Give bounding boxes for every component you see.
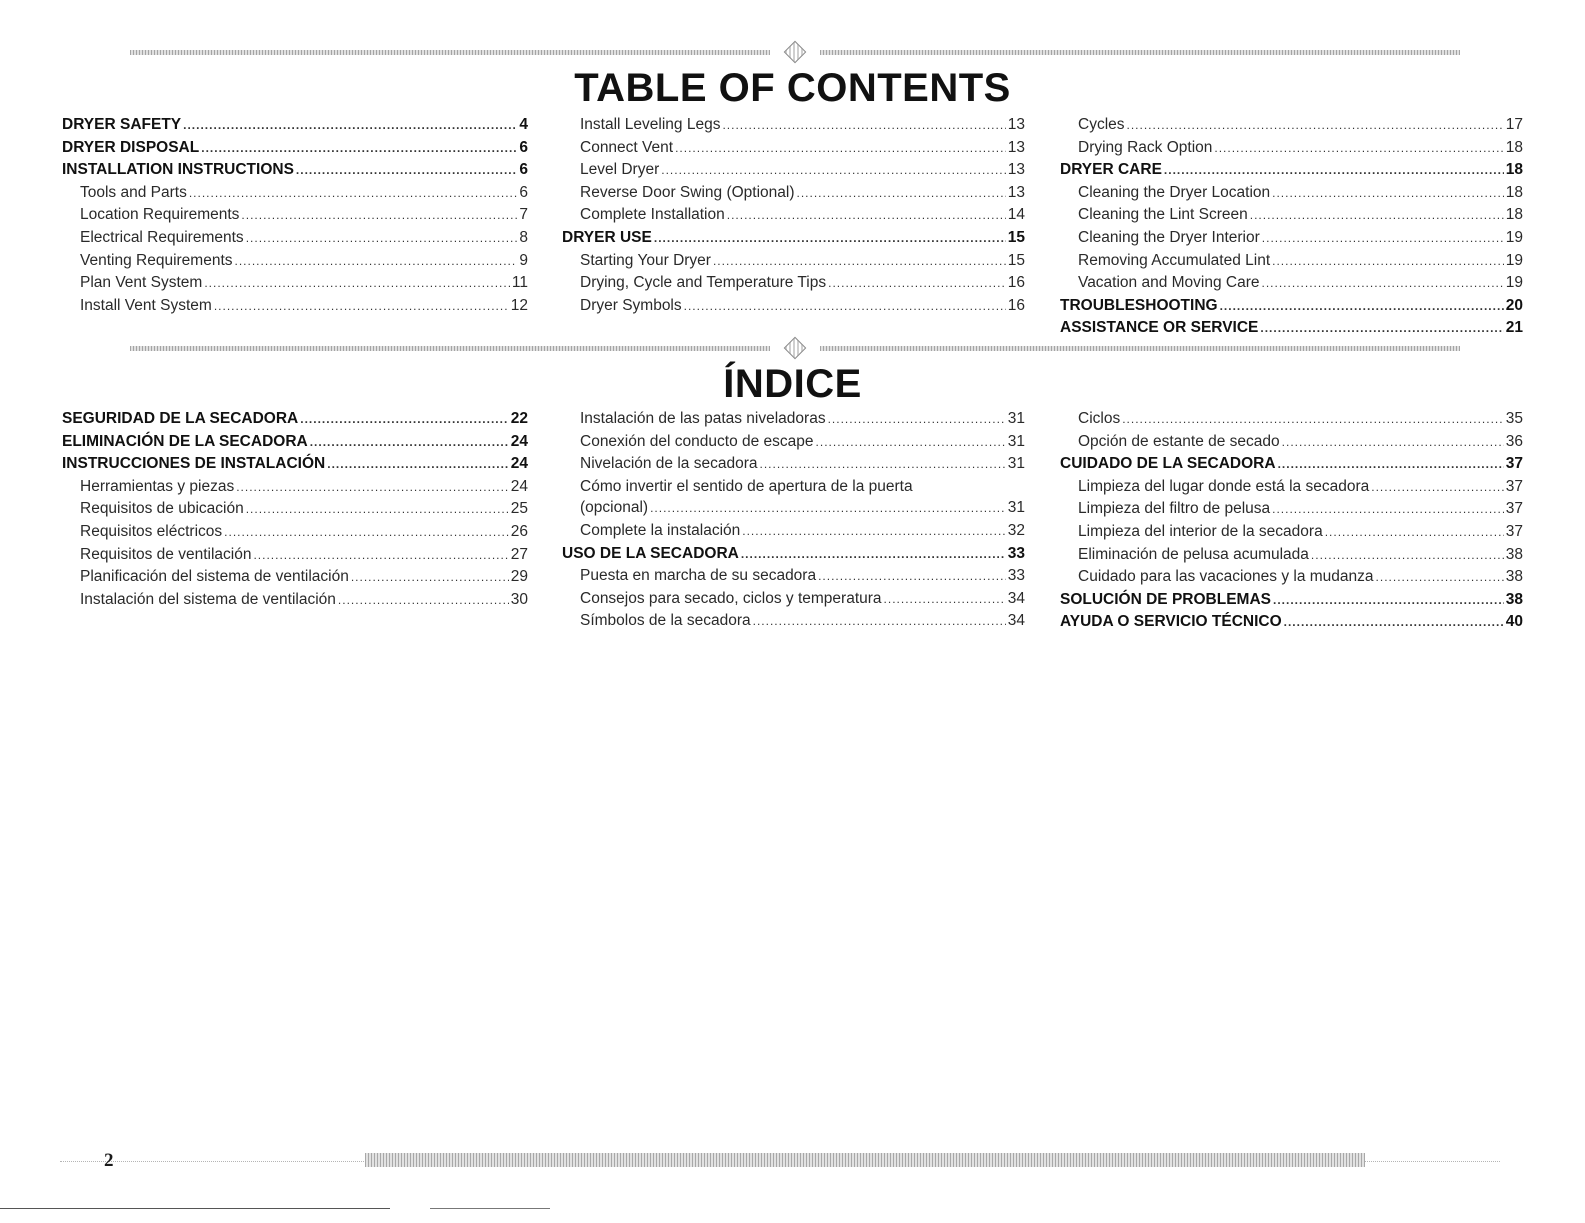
toc-entry[interactable] bbox=[562, 250, 1025, 273]
dot-leader bbox=[654, 228, 1006, 250]
dot-leader bbox=[183, 115, 517, 137]
toc-entry-label: Cleaning the Lint Screen bbox=[1078, 206, 1248, 224]
toc-section-heading[interactable] bbox=[62, 114, 528, 137]
toc-entry-label: Herramientas y piezas bbox=[80, 477, 235, 495]
toc-entry-page: 36 bbox=[1505, 432, 1523, 450]
toc-entry-page: 15 bbox=[1007, 228, 1025, 246]
toc-entry[interactable] bbox=[62, 521, 528, 544]
toc-entry-page: 24 bbox=[510, 432, 528, 450]
toc-entry-label: Instalación del sistema de ventilación bbox=[80, 590, 336, 608]
dot-leader bbox=[1273, 590, 1504, 612]
dot-leader bbox=[224, 522, 509, 544]
toc-entry-label: Level Dryer bbox=[580, 161, 660, 179]
dot-leader bbox=[816, 432, 1006, 454]
dot-leader bbox=[1371, 477, 1504, 499]
toc-entry-page: 16 bbox=[1007, 274, 1025, 292]
toc-entry[interactable] bbox=[562, 431, 1025, 454]
toc-entry[interactable] bbox=[1060, 250, 1523, 273]
dot-leader bbox=[1260, 318, 1503, 340]
diamond-ornament-icon bbox=[784, 337, 807, 360]
dot-leader bbox=[1164, 160, 1504, 182]
toc-section-heading[interactable] bbox=[62, 431, 528, 454]
toc-entry[interactable] bbox=[562, 408, 1025, 431]
dot-leader bbox=[327, 454, 509, 476]
toc-entry-page: 21 bbox=[1505, 319, 1523, 337]
toc-entry-page: 25 bbox=[510, 500, 528, 518]
toc-entry[interactable] bbox=[562, 114, 1025, 137]
toc-entry-label: INSTALLATION INSTRUCTIONS bbox=[62, 161, 294, 179]
toc-entry-label: Location Requirements bbox=[80, 206, 240, 224]
toc-entry[interactable] bbox=[62, 498, 528, 521]
toc-entry[interactable] bbox=[62, 566, 528, 589]
dot-leader bbox=[741, 544, 1006, 566]
toc-entry-label: Requisitos de ventilación bbox=[80, 545, 252, 563]
dot-leader bbox=[246, 499, 509, 521]
toc-entry[interactable] bbox=[562, 520, 1025, 543]
dot-leader bbox=[661, 160, 1006, 182]
bottom-rule-short bbox=[430, 1208, 550, 1209]
toc-entry[interactable] bbox=[562, 182, 1025, 205]
dot-leader bbox=[1282, 432, 1504, 454]
toc-entry-label: Cuidado para las vacaciones y la mudanza bbox=[1078, 568, 1374, 586]
toc-entry-page: 8 bbox=[519, 228, 528, 246]
toc-section-heading[interactable] bbox=[62, 453, 528, 476]
toc-entry-page: 18 bbox=[1505, 138, 1523, 156]
toc-entry-page: 14 bbox=[1007, 206, 1025, 224]
toc-entry-page: 24 bbox=[510, 455, 528, 473]
toc-entry[interactable] bbox=[1060, 182, 1523, 205]
dot-leader bbox=[253, 545, 508, 567]
toc-entry-label: Vacation and Moving Care bbox=[1078, 274, 1260, 292]
toc-entry[interactable] bbox=[562, 610, 1025, 633]
toc-entry[interactable] bbox=[1060, 272, 1523, 295]
toc-entry-page: 40 bbox=[1505, 613, 1523, 631]
toc-entry-label: Reverse Door Swing (Optional) bbox=[580, 183, 795, 201]
toc-entry-label-continuation: (opcional) bbox=[580, 499, 649, 517]
toc-entry-label: Tools and Parts bbox=[80, 183, 187, 201]
indice-column-1 bbox=[62, 408, 528, 611]
toc-entry[interactable] bbox=[562, 204, 1025, 227]
dot-leader bbox=[310, 432, 509, 454]
dot-leader bbox=[797, 183, 1006, 205]
footer-ornament-bar bbox=[365, 1153, 1365, 1167]
toc-entry-continuation[interactable] bbox=[562, 497, 1025, 520]
toc-entry-label: Plan Vent System bbox=[80, 274, 203, 292]
dot-leader bbox=[675, 138, 1006, 160]
dot-leader bbox=[338, 590, 509, 612]
toc-entry-label: Planificación del sistema de ventilación bbox=[80, 568, 349, 586]
dot-leader bbox=[1272, 183, 1504, 205]
dot-leader bbox=[828, 409, 1006, 431]
toc-entry-page: 31 bbox=[1007, 499, 1025, 517]
toc-entry-label: Eliminación de pelusa acumulada bbox=[1078, 545, 1309, 563]
bottom-rule bbox=[0, 1208, 390, 1209]
toc-entry-page: 27 bbox=[510, 545, 528, 563]
toc-entry-label: Complete la instalación bbox=[580, 521, 741, 539]
toc-entry-label: Ciclos bbox=[1078, 410, 1121, 427]
toc-entry-label: Cleaning the Dryer Location bbox=[1078, 183, 1271, 201]
dot-leader bbox=[241, 205, 517, 227]
toc-entry-page: 6 bbox=[519, 161, 528, 179]
toc-entry-label: Cycles bbox=[1078, 116, 1125, 133]
toc-entry-page: 30 bbox=[510, 590, 528, 608]
toc-entry-page: 13 bbox=[1007, 138, 1025, 156]
toc-entry-page: 6 bbox=[519, 138, 528, 156]
toc-entry-page: 15 bbox=[1007, 251, 1025, 269]
dot-leader bbox=[713, 251, 1006, 273]
toc-section-heading[interactable] bbox=[62, 159, 528, 182]
dot-leader bbox=[204, 273, 510, 295]
dot-leader bbox=[684, 296, 1006, 318]
toc-entry-label: Conexión del conducto de escape bbox=[580, 432, 814, 450]
toc-column-1 bbox=[62, 114, 528, 317]
toc-section-heading[interactable] bbox=[62, 408, 528, 431]
dot-leader bbox=[1272, 499, 1504, 521]
indice-column-2 bbox=[562, 408, 1025, 633]
toc-entry-label: Símbolos de la secadora bbox=[580, 612, 751, 630]
toc-entry-page: 37 bbox=[1505, 522, 1523, 540]
toc-entry[interactable] bbox=[562, 159, 1025, 182]
dot-leader bbox=[300, 409, 509, 431]
toc-entry-label: CUIDADO DE LA SECADORA bbox=[1060, 455, 1276, 473]
toc-entry[interactable] bbox=[62, 272, 528, 295]
toc-entry-label: DRYER SAFETY bbox=[62, 116, 182, 133]
toc-entry-page: 34 bbox=[1007, 589, 1025, 607]
dot-leader bbox=[753, 611, 1006, 633]
toc-entry-label: Venting Requirements bbox=[80, 251, 233, 269]
toc-entry-page: 6 bbox=[519, 183, 528, 201]
toc-entry-label: Cleaning the Dryer Interior bbox=[1078, 228, 1260, 246]
toc-section-heading[interactable] bbox=[1060, 453, 1523, 476]
toc-entry[interactable] bbox=[62, 544, 528, 567]
toc-entry-page: 37 bbox=[1505, 455, 1523, 473]
toc-entry-label: USO DE LA SECADORA bbox=[562, 544, 739, 562]
toc-entry-label: Removing Accumulated Lint bbox=[1078, 251, 1271, 269]
toc-entry-label: INSTRUCCIONES DE INSTALACIÓN bbox=[62, 455, 326, 473]
toc-entry-page: 18 bbox=[1505, 206, 1523, 224]
toc-entry-page: 33 bbox=[1007, 544, 1025, 562]
toc-entry[interactable] bbox=[1060, 114, 1523, 137]
toc-entry-page: 31 bbox=[1007, 455, 1025, 473]
toc-entry[interactable] bbox=[562, 295, 1025, 318]
toc-entry-page: 38 bbox=[1505, 545, 1523, 563]
middle-ornament-band bbox=[130, 342, 1460, 354]
indice-column-3 bbox=[1060, 408, 1523, 634]
toc-section-heading[interactable] bbox=[562, 543, 1025, 566]
toc-entry-page: 31 bbox=[1007, 432, 1025, 450]
toc-entry-page: 38 bbox=[1505, 590, 1523, 608]
toc-entry[interactable] bbox=[1060, 521, 1523, 544]
toc-entry[interactable] bbox=[1060, 498, 1523, 521]
toc-entry-label: DRYER CARE bbox=[1060, 161, 1162, 179]
toc-entry-label: Requisitos eléctricos bbox=[80, 522, 223, 540]
toc-entry-page: 22 bbox=[510, 410, 528, 427]
toc-entry[interactable] bbox=[1060, 227, 1523, 250]
dot-leader bbox=[1325, 522, 1504, 544]
toc-section-heading[interactable] bbox=[1060, 317, 1523, 340]
toc-entry-page: 35 bbox=[1505, 410, 1523, 427]
toc-entry[interactable] bbox=[62, 250, 528, 273]
toc-entry[interactable] bbox=[562, 565, 1025, 588]
toc-column-3 bbox=[1060, 114, 1523, 340]
dot-leader bbox=[296, 160, 517, 182]
toc-entry-label: Drying Rack Option bbox=[1078, 138, 1213, 156]
toc-entry-label: DRYER USE bbox=[562, 228, 652, 246]
toc-entry-page: 19 bbox=[1505, 251, 1523, 269]
toc-entry-page: 13 bbox=[1007, 161, 1025, 179]
toc-entry-page: 37 bbox=[1505, 477, 1523, 495]
toc-entry-page: 37 bbox=[1505, 500, 1523, 518]
toc-entry[interactable] bbox=[1060, 204, 1523, 227]
dot-leader bbox=[1284, 612, 1504, 634]
dot-leader bbox=[884, 589, 1006, 611]
toc-column-2 bbox=[562, 114, 1025, 317]
toc-entry-label: Connect Vent bbox=[580, 138, 674, 156]
toc-entry[interactable] bbox=[1060, 431, 1523, 454]
toc-entry[interactable] bbox=[62, 182, 528, 205]
toc-entry-page: 24 bbox=[510, 477, 528, 495]
toc-entry-page: 19 bbox=[1505, 228, 1523, 246]
dot-leader bbox=[1220, 296, 1504, 318]
toc-entry-label: TROUBLESHOOTING bbox=[1060, 296, 1218, 314]
dot-leader bbox=[1311, 545, 1504, 567]
toc-section-heading[interactable] bbox=[1060, 295, 1523, 318]
toc-entry-page: 31 bbox=[1007, 410, 1025, 427]
toc-entry-label: Consejos para secado, ciclos y temperatura bbox=[580, 589, 882, 607]
dot-leader bbox=[235, 251, 518, 273]
dot-leader bbox=[351, 567, 509, 589]
dot-leader bbox=[189, 183, 518, 205]
toc-entry[interactable] bbox=[562, 453, 1025, 476]
toc-entry-label: DRYER DISPOSAL bbox=[62, 138, 200, 156]
dot-leader bbox=[727, 205, 1006, 227]
indice-title: ÍNDICE bbox=[723, 362, 862, 406]
toc-entry-page: 13 bbox=[1007, 116, 1025, 133]
toc-entry-page: 19 bbox=[1505, 274, 1523, 292]
toc-entry[interactable] bbox=[1060, 544, 1523, 567]
toc-entry[interactable] bbox=[62, 476, 528, 499]
toc-entry[interactable] bbox=[1060, 566, 1523, 589]
toc-entry-label: ASSISTANCE OR SERVICE bbox=[1060, 319, 1259, 337]
toc-entry[interactable] bbox=[62, 589, 528, 612]
top-ornament-band bbox=[130, 46, 1460, 58]
toc-entry-page: 17 bbox=[1505, 116, 1523, 133]
toc-entry[interactable] bbox=[62, 295, 528, 318]
toc-entry-label: Nivelación de la secadora bbox=[580, 455, 758, 473]
toc-entry-page: 34 bbox=[1007, 612, 1025, 630]
dot-leader bbox=[1127, 115, 1504, 137]
toc-entry-page: 33 bbox=[1007, 567, 1025, 585]
dot-leader bbox=[201, 138, 517, 160]
toc-section-heading[interactable] bbox=[562, 227, 1025, 250]
dot-leader bbox=[742, 521, 1005, 543]
dot-leader bbox=[1250, 205, 1504, 227]
toc-entry-page: 18 bbox=[1505, 161, 1523, 179]
toc-entry-label: Electrical Requirements bbox=[80, 228, 244, 246]
toc-entry-label: Install Leveling Legs bbox=[580, 116, 721, 133]
dot-leader bbox=[722, 115, 1005, 137]
dot-leader bbox=[1262, 228, 1504, 250]
dot-leader bbox=[650, 498, 1006, 520]
toc-entry-label: Limpieza del filtro de pelusa bbox=[1078, 500, 1271, 518]
toc-entry-page: 29 bbox=[510, 568, 528, 586]
dot-leader bbox=[236, 477, 509, 499]
dot-leader bbox=[818, 566, 1006, 588]
toc-entry-page: 12 bbox=[510, 296, 528, 314]
toc-entry[interactable] bbox=[1060, 408, 1523, 431]
toc-entry-label: SEGURIDAD DE LA SECADORA bbox=[62, 410, 299, 427]
toc-entry-page: 38 bbox=[1505, 568, 1523, 586]
dot-leader bbox=[1278, 454, 1504, 476]
toc-section-heading[interactable] bbox=[1060, 589, 1523, 612]
toc-section-heading[interactable] bbox=[1060, 611, 1523, 634]
dot-leader bbox=[246, 228, 518, 250]
toc-entry-page: 11 bbox=[511, 274, 528, 292]
toc-entry-label: Starting Your Dryer bbox=[580, 251, 711, 269]
toc-section-heading[interactable] bbox=[1060, 159, 1523, 182]
dot-leader bbox=[1214, 138, 1503, 160]
toc-entry-label: Requisitos de ubicación bbox=[80, 500, 244, 518]
toc-entry-page: 16 bbox=[1007, 296, 1025, 314]
toc-entry-label: Limpieza del lugar donde está la secadora bbox=[1078, 477, 1370, 495]
toc-entry-label: Drying, Cycle and Temperature Tips bbox=[580, 274, 827, 292]
page-number: 2 bbox=[104, 1150, 114, 1171]
toc-entry-page: 13 bbox=[1007, 183, 1025, 201]
toc-entry-label: AYUDA O SERVICIO TÉCNICO bbox=[1060, 613, 1282, 631]
toc-entry[interactable] bbox=[562, 272, 1025, 295]
toc-entry-page: 26 bbox=[510, 522, 528, 540]
toc-entry-page: 4 bbox=[519, 116, 528, 133]
dot-leader bbox=[214, 296, 509, 318]
toc-entry[interactable] bbox=[62, 227, 528, 250]
toc-entry-label: Instalación de las patas niveladoras bbox=[580, 410, 826, 427]
toc-entry[interactable] bbox=[62, 204, 528, 227]
toc-title: TABLE OF CONTENTS bbox=[574, 66, 1011, 110]
toc-entry-label: SOLUCIÓN DE PROBLEMAS bbox=[1060, 590, 1271, 608]
dot-leader bbox=[1122, 409, 1504, 431]
toc-entry-label: Opción de estante de secado bbox=[1078, 432, 1280, 450]
dot-leader bbox=[828, 273, 1006, 295]
toc-entry-page: 7 bbox=[519, 206, 528, 224]
dot-leader bbox=[1272, 251, 1504, 273]
toc-entry-label: Limpieza del interior de la secadora bbox=[1078, 522, 1323, 540]
dot-leader bbox=[1376, 567, 1504, 589]
toc-entry-label: Puesta en marcha de su secadora bbox=[580, 567, 817, 585]
toc-entry-label: Complete Installation bbox=[580, 206, 725, 224]
toc-entry[interactable] bbox=[562, 137, 1025, 160]
toc-entry-label: Dryer Symbols bbox=[580, 296, 682, 314]
toc-entry[interactable] bbox=[562, 476, 1025, 498]
toc-entry-page: 32 bbox=[1007, 521, 1025, 539]
toc-entry-page: 9 bbox=[519, 251, 528, 269]
toc-entry-page: 18 bbox=[1505, 183, 1523, 201]
toc-entry-label: ELIMINACIÓN DE LA SECADORA bbox=[62, 432, 308, 450]
toc-entry[interactable] bbox=[1060, 137, 1523, 160]
toc-entry[interactable] bbox=[562, 588, 1025, 611]
toc-entry[interactable] bbox=[1060, 476, 1523, 499]
dot-leader bbox=[1262, 273, 1504, 295]
toc-entry-page: 20 bbox=[1505, 296, 1523, 314]
toc-section-heading[interactable] bbox=[62, 137, 528, 160]
dot-leader bbox=[760, 454, 1006, 476]
diamond-ornament-icon bbox=[784, 41, 807, 64]
toc-entry-label: Cómo invertir el sentido de apertura de la puerta bbox=[580, 477, 913, 495]
toc-entry-label: Install Vent System bbox=[80, 296, 212, 314]
